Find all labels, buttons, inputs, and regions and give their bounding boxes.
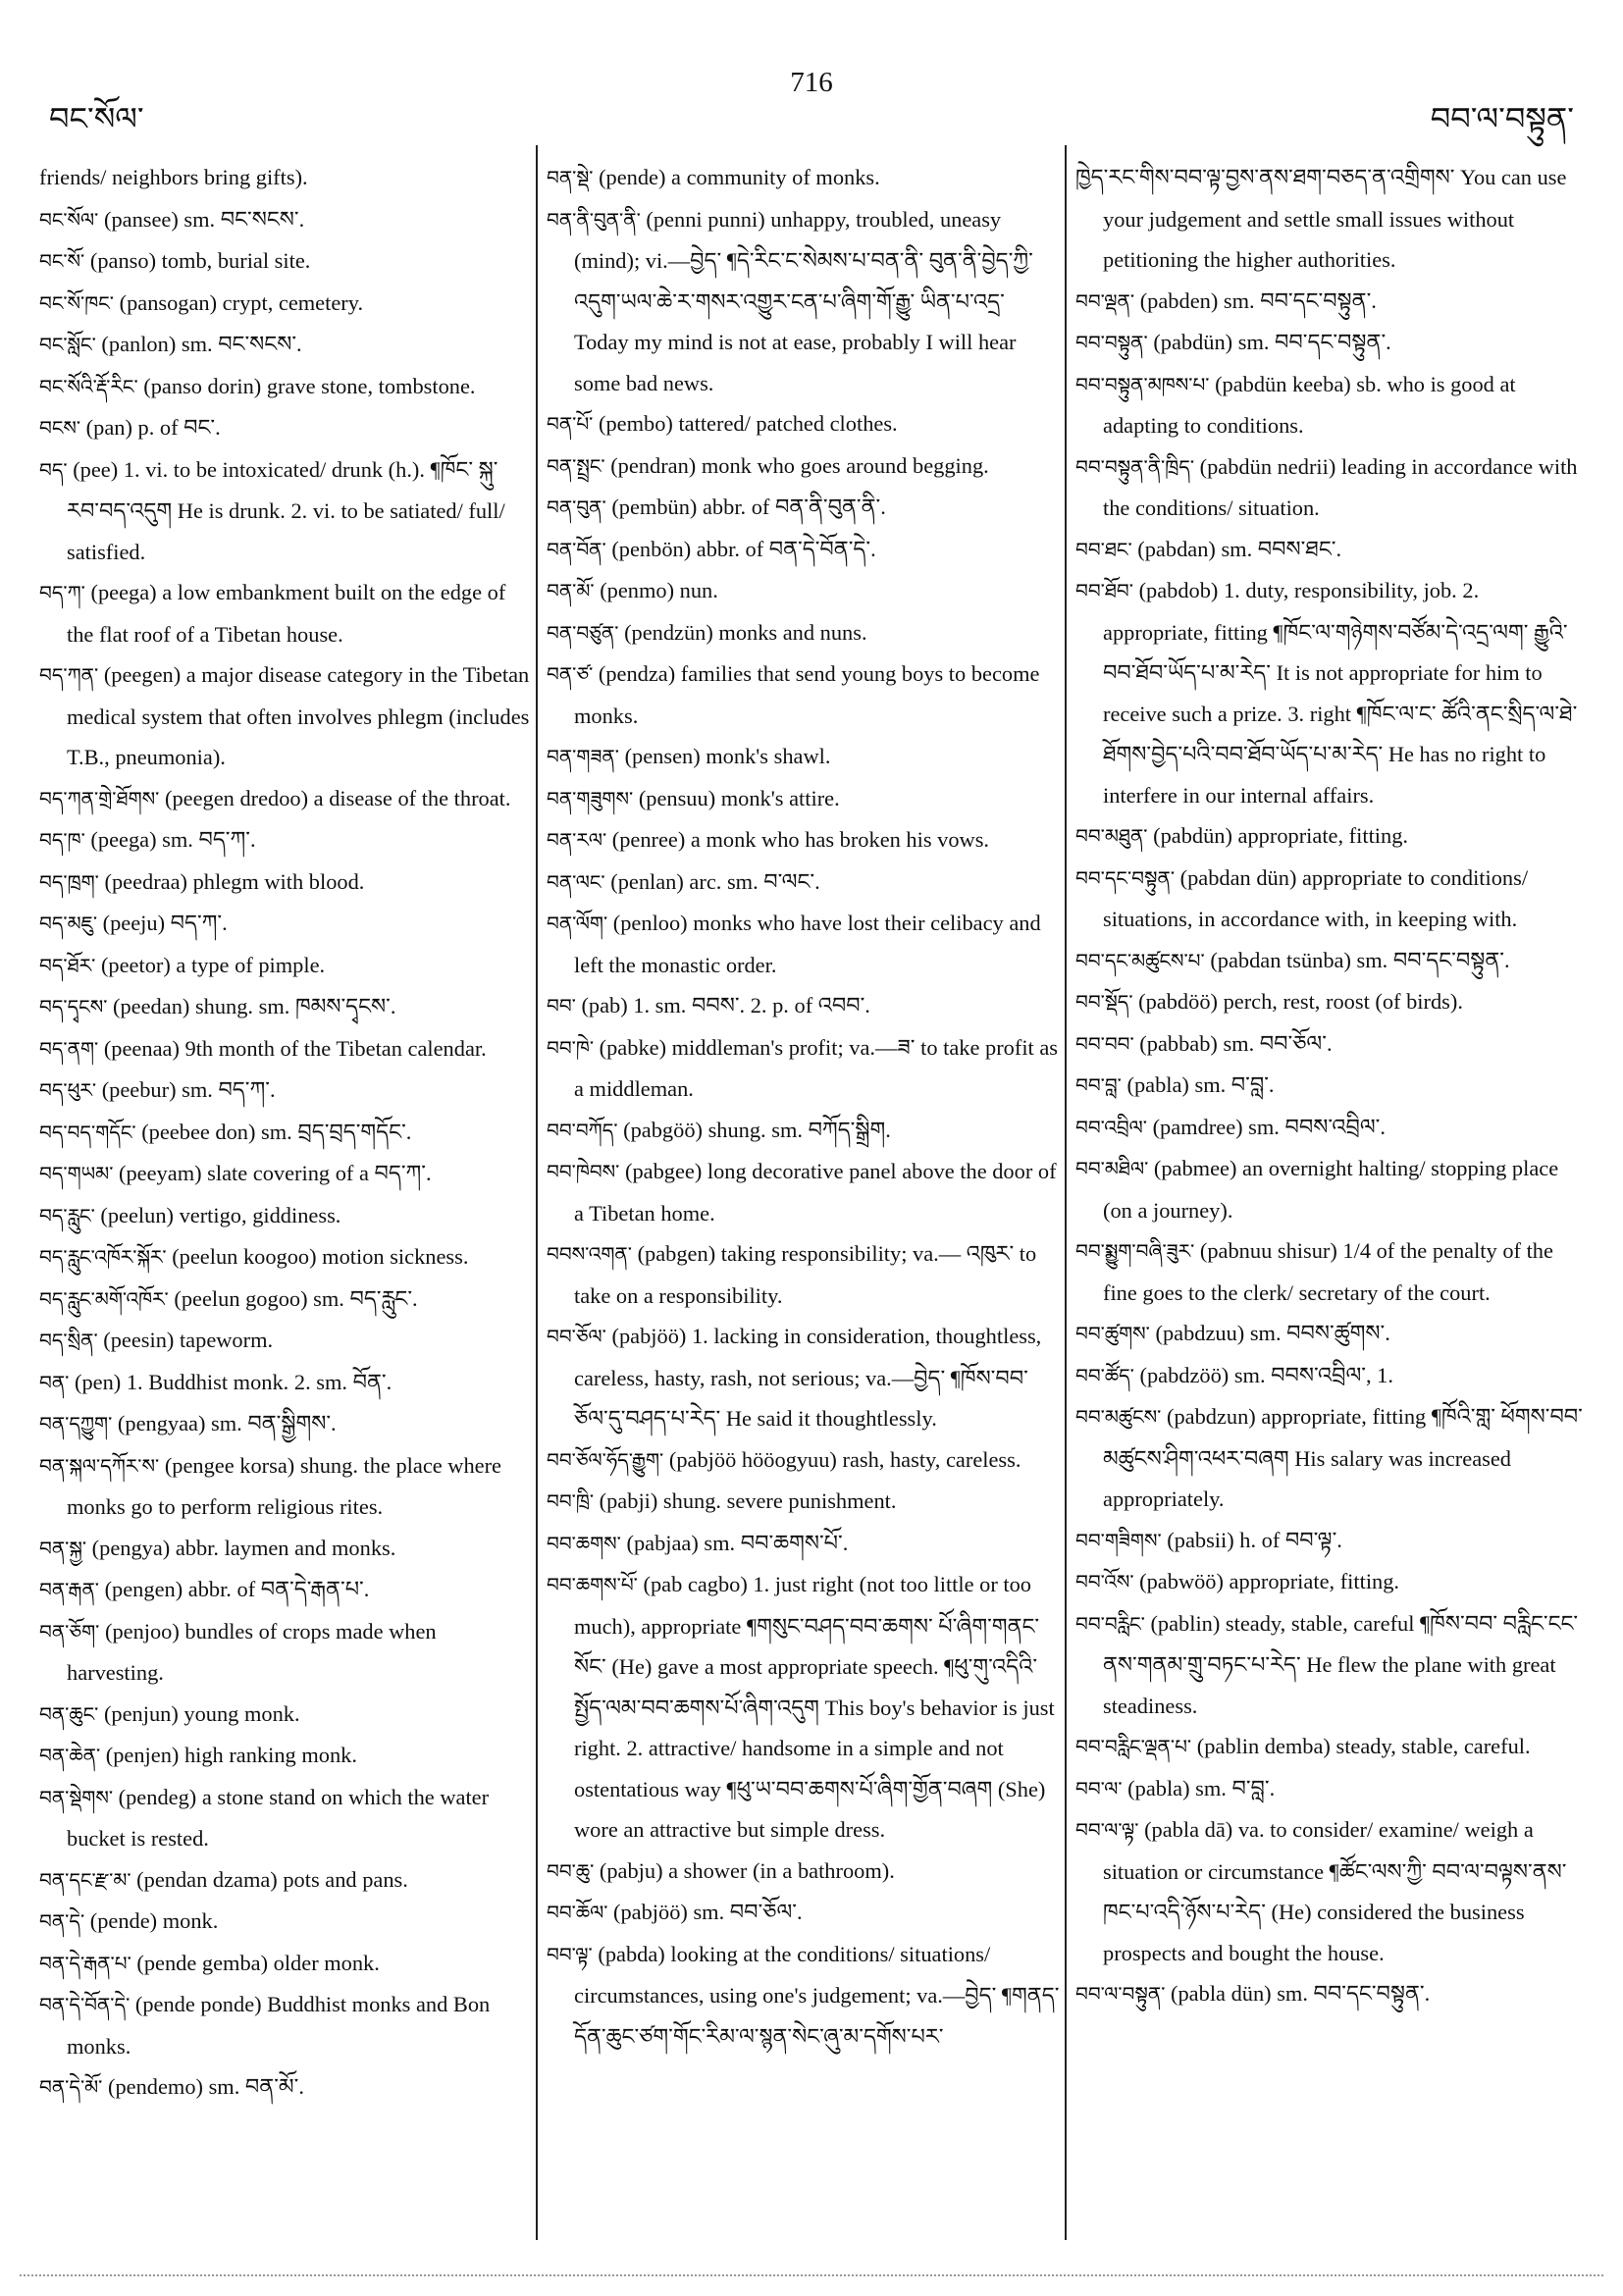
dictionary-entry (1075, 1148, 1586, 1230)
entry-definition: (pengen) abbr. of བན་དེ་རྒན་པ་. (104, 1577, 370, 1601)
dictionary-entry (1075, 1768, 1586, 1810)
entry-headword: བན་དཀྱུག་ (39, 1412, 113, 1435)
dictionary-entry (547, 1934, 1060, 2058)
left-guide-word: བང་སོལ་ (49, 100, 144, 137)
entry-definition: (panso dorin) grave stone, tombstone. (143, 373, 476, 398)
entry-headword: བད་དྭངས་ (39, 995, 108, 1018)
dictionary-entry (39, 407, 530, 449)
entry-definition: (pabke) middleman's profit; va.—ཟ་ to take profit as a middleman. (574, 1034, 1059, 1101)
dictionary-entry (1075, 570, 1586, 815)
entry-headword: བབ་ཚོད་ (1075, 1363, 1134, 1387)
entry-definition: (pan) p. of བང་. (85, 415, 221, 440)
entry-definition: (pende) monk. (89, 1908, 219, 1933)
entry-headword: བན་ལོག་ (547, 912, 608, 935)
entry-definition: (peebur) sm. བད་ཀ་. (101, 1077, 276, 1102)
entry-definition: (penloo) monks who have lost their celibacy and left the monastic order. (574, 911, 1041, 977)
entry-headword: བབ་ཆགས་པོ་ (547, 1573, 638, 1596)
bottom-scan-edge (20, 2274, 1603, 2276)
entry-headword: བབ་ལྟ་ (547, 1942, 593, 1966)
dictionary-entry (39, 903, 530, 945)
dictionary-entry (1075, 1065, 1586, 1107)
entry-definition: (pendemo) sm. བན་མོ་. (108, 2074, 304, 2099)
dictionary-entry (547, 1892, 1060, 1934)
entry-headword: བན་བུན་ (547, 496, 606, 519)
dictionary-entry (1075, 815, 1586, 858)
entry-headword: བབ་ཁེ་ (547, 1035, 595, 1060)
entry-headword: བན་བོན་ (547, 537, 606, 561)
entry-definition: (panso) tomb, burial site. (89, 248, 311, 273)
entry-headword: བན་དང་རྫ་མ་ (39, 1867, 131, 1892)
entry-headword: བབ་ཐང་ (1075, 537, 1132, 561)
entry-headword: བབ་ཁྲི་ (547, 1489, 595, 1513)
entry-headword: བད་རླུང་ (39, 1203, 95, 1227)
dictionary-entry (547, 445, 1060, 488)
dictionary-entry (39, 1153, 530, 1195)
entry-definition: (penree) a monk who has broken his vows. (611, 827, 990, 852)
dictionary-entry (39, 572, 530, 654)
entry-headword: བད་ཁ་ (39, 828, 85, 852)
dictionary-entry (547, 1233, 1060, 1316)
entry-headword: བང་སོའི་རྡོ་རིང་ (39, 374, 138, 398)
dictionary-entry (39, 157, 530, 199)
dictionary-entry (39, 1278, 530, 1321)
dictionary-entry (39, 1195, 530, 1237)
entry-headword: བབ་ཅོལ་ (547, 1325, 606, 1348)
dictionary-entry (39, 654, 530, 778)
dictionary-entry (39, 819, 530, 861)
entry-definition: (pengyaa) sm. བན་སྒྱིགས་. (117, 1411, 337, 1435)
dictionary-entry (39, 2066, 530, 2109)
entry-headword: བང་སློང་ (39, 333, 96, 356)
entry-definition: (peeju) བད་ཀ་. (102, 911, 228, 935)
entry-definition: (pabwöö) appropriate, fitting. (1139, 1569, 1400, 1593)
dictionary-entry (39, 1984, 530, 2066)
dictionary-entry (547, 487, 1060, 529)
page-header (0, 0, 1623, 147)
entry-headword: བབ་བརླིང་ (1075, 1611, 1145, 1636)
dictionary-entry (39, 1569, 530, 1611)
entry-headword: བན་ཆུང་ (39, 1701, 99, 1726)
entry-headword: བབ་མཚུངས་ (1075, 1405, 1162, 1429)
dictionary-entry (39, 324, 530, 366)
dictionary-entry (547, 612, 1060, 654)
entry-definition: (pabjöö hööogyuu) rash, hasty, careless. (668, 1446, 1021, 1472)
dictionary-entry (39, 1694, 530, 1736)
entry-headword: བབ་མཐིལ་ (1075, 1157, 1149, 1180)
entry-definition: (peeyam) slate covering of a བད་ཀ་. (119, 1161, 432, 1185)
entry-headword: བད་ཕུར་ (39, 1078, 97, 1102)
dictionary-entry (39, 1403, 530, 1445)
dictionary-entry (547, 736, 1060, 778)
dictionary-entry (1075, 1107, 1586, 1149)
entry-definition: (penlan) arc. sm. བ་ལང་. (610, 868, 820, 894)
entry-headword: བན་པོ་ (547, 412, 594, 436)
entry-definition: (pabden) sm. བབ་དང་བསྟུན་. (1139, 287, 1377, 313)
entry-headword: བབ་བརླིང་ལྡན་པ་ (1075, 1735, 1192, 1758)
dictionary-entry (39, 1112, 530, 1154)
entry-definition: (pabnuu shisur) 1/4 of the penalty of the fine goes to the clerk/ secretary of the court. (1103, 1238, 1553, 1305)
dictionary-entry (39, 283, 530, 325)
entry-headword: བད་མཇུ་ (39, 912, 98, 935)
entry-definition: (pablin) steady, stable, careful ¶ཁོས་བབ་ བརླིང་ངང་ནས་གནམ་གྲུ་བཏང་པ་རེད་ He flew the plane with great steadiness. (1103, 1610, 1579, 1718)
dictionary-entry (1075, 1561, 1586, 1603)
entry-definition: (pabbab) sm. བབ་ཅོལ་. (1139, 1030, 1333, 1056)
entry-definition: (pabjaa) sm. བབ་ཆགས་པོ་. (626, 1530, 849, 1555)
entry-headword: བབ་བསྟུན་ནི་ཁྲིད་ (1075, 454, 1195, 479)
entry-definition: (peelun) vertigo, giddiness. (100, 1202, 341, 1227)
entry-headword: བབ་ཆོལ་ (547, 1901, 608, 1924)
entry-headword: བབ་ཅོལ་ཧོད་རྒྱུག་ (547, 1447, 664, 1472)
entry-definition: (pensuu) monk's attire. (638, 785, 840, 810)
entry-headword: བད་ཀན་ (39, 663, 99, 687)
entry-headword: བབ་ཁེབས་ (547, 1160, 620, 1183)
dictionary-entry (1075, 1230, 1586, 1313)
dictionary-entry (547, 903, 1060, 985)
dictionary-entry (39, 1777, 530, 1859)
entry-definition: (pende ponde) Buddhist monks and Bon monks. (67, 1992, 491, 2059)
entry-headword: བང་སོལ་ (39, 207, 99, 232)
entry-headword: བབས་འགན་ (547, 1242, 632, 1266)
entry-definition: (pabgen) taking responsibility; va.— འཁུར་ to take on a responsibility. (574, 1241, 1037, 1308)
entry-definition: (peedraa) phlegm with blood. (104, 868, 365, 894)
entry-headword: བད་རླུང་འཁོར་སྐོར་ (39, 1245, 167, 1269)
dictionary-entry (39, 1859, 530, 1902)
dictionary-entry (547, 1523, 1060, 1565)
entry-headword: བབ་ལ་ལྟ་ (1075, 1818, 1139, 1842)
entry-definition: (pabdzun) appropriate, fitting ¶ཁོའི་གླ་ ཕོགས་བབ་མཚུངས་ཤིག་འཕར་བཞག His salary was increased appropriately. (1103, 1404, 1583, 1511)
entry-definition: (pabdan dün) appropriate to conditions/ situations, in accordance with, in keeping with. (1103, 864, 1529, 931)
entry-headword: བབ་བཀོད་ (547, 1118, 618, 1142)
dictionary-entry (39, 861, 530, 904)
entry-definition: (pabdün nedrii) leading in accordance with the conditions/ situation. (1103, 453, 1578, 520)
entry-definition: (pendza) families that send young boys to become monks. (574, 661, 1040, 728)
entry-headword: བབ་ཆུ་ (547, 1858, 595, 1883)
entry-headword: བན་སྡེ་ (547, 166, 594, 189)
entry-definition: (peelun gogoo) sm. བད་རླུང་. (174, 1285, 418, 1311)
entry-definition: (pabji) shung. severe punishment. (599, 1488, 897, 1513)
entry-definition: (pabla) sm. བ་བླ་. (1126, 1072, 1275, 1097)
column-divider (536, 145, 538, 2240)
entry-headword: བན་དེ་ (39, 1909, 85, 1933)
entry-definition: (pengee korsa) shung. the place where monks go to perform religious rites. (67, 1452, 501, 1519)
dictionary-entry (1075, 157, 1586, 281)
entry-headword: བད་ (39, 457, 68, 482)
entry-definition: (pembo) tattered/ patched clothes. (599, 411, 898, 436)
entry-headword: བན་མོ་ (547, 579, 595, 602)
entry-definition: (pabdün) sm. བབ་དང་བསྟུན་. (1153, 330, 1391, 354)
dictionary-entry (1075, 1726, 1586, 1768)
entry-definition: (peega) sm. བད་ཀ་. (90, 827, 256, 852)
dictionary-entry (39, 449, 530, 573)
entry-headword: བང་སོ་ (39, 249, 85, 273)
entry-headword: བད་ཀན་གྲེ་ཐོགས་ (39, 786, 160, 810)
dictionary-entry (39, 1943, 530, 1985)
dictionary-entry (547, 529, 1060, 571)
dictionary-entry (1075, 981, 1586, 1023)
entry-headword: བད་ཁྲག་ (39, 869, 99, 894)
entry-definition: (pabdan) sm. བབས་ཐང་. (1137, 536, 1342, 561)
entry-headword: བབ་མཐུན་ (1075, 824, 1148, 848)
dictionary-entry (1075, 1809, 1586, 1973)
dictionary-entry (1075, 364, 1586, 446)
entry-definition: (pab cagbo) 1. just right (not too little or too much), appropriate ¶གསུང་བཤད་བབ་ཆགས་ པོ་ཞིག་གནང་སོང་ (He) gave a most appropriate speech. ¶ཕུ་གུ་འདིའི་སྤྱོད་ལམ་བབ་ཆགས་པོ་ཞིག་འདུག This boy's behavior is just right. 2. attractive/ handsome in a simple and not ostentatious way ¶ཕུ་ཡ་བབ་ཆགས་པོ་ཞིག་གྱོན་བཞག (She) wore an attractive but simple dress. (574, 1572, 1055, 1842)
entry-definition: (pende) a community of monks. (599, 165, 880, 189)
dictionary-entry (39, 1362, 530, 1404)
dictionary-entry (547, 1151, 1060, 1233)
entry-definition: (pabdün keeba) sb. who is good at adapting to conditions. (1103, 371, 1516, 438)
entry-definition: (pendzün) monks and nuns. (624, 619, 867, 645)
column-left (39, 157, 530, 2109)
page-number: 716 (790, 67, 833, 98)
entry-definition: (pendran) monk who goes around begging. (610, 452, 989, 478)
dictionary-entry (39, 1236, 530, 1278)
dictionary-entry (39, 778, 530, 820)
entry-definition: (pabla dā) va. to consider/ examine/ weigh a situation or circumstance ¶ཚོང་ལས་ཀྱི་ བབ་ལ་བལྟས་ནས་ཁང་པ་འདི་ཉོས་པ་རེད་ (He) considered the business prospects and bought the house. (1103, 1817, 1567, 1965)
dictionary-entry (547, 1027, 1060, 1110)
entry-headword: བན་སྐལ་དཀོར་ས་ (39, 1453, 160, 1478)
entry-headword: བན་རལ་ (547, 828, 607, 852)
entry-definition: (pabjöö) sm. བབ་ཅོལ་. (613, 1900, 803, 1924)
dictionary-entry (39, 199, 530, 241)
entry-definition: (pende gemba) older monk. (136, 1950, 380, 1975)
entry-definition: (pabdob) 1. duty, responsibility, job. 2. appropriate, fitting ¶ཁོང་ལ་གཉེགས་བཙོམ་དེ་འདྲ་ལག་ རྒྱུའི་བབ་ཐོབ་ཡོད་པ་མ་རེད་ It is not appropriate for him to receive such a prize. 3. right ¶ཁོང་ལ་ང་ ཚོའི་ནང་སྲིད་ལ་ཐེ་ཐོགས་བྱེད་པའི་བབ་ཐོབ་ཡོད་པ་མ་རེད་ He has no right to interfere in our internal affairs. (1103, 578, 1578, 808)
entry-definition: (pansogan) crypt, cemetery. (119, 289, 364, 315)
dictionary-entry (1075, 281, 1586, 323)
entry-definition: (pabdzuu) sm. བབས་ཚུགས་. (1155, 1321, 1390, 1345)
entry-definition: (pabdan tsünba) sm. བབ་དང་བསྟུན་. (1210, 947, 1510, 972)
dictionary-entry (547, 1439, 1060, 1482)
entry-headword: བན་ཅོག་ (39, 1619, 100, 1644)
entry-definition: (peegen dredoo) a disease of the throat. (164, 785, 511, 810)
entry-definition: (pabgöö) shung. sm. བཀོད་སྒྲིག. (623, 1117, 891, 1142)
dictionary-entry (39, 1320, 530, 1362)
column-divider (1065, 145, 1067, 2240)
entry-headword: བན་ཙ་ (547, 662, 594, 686)
entry-headword: བན་སྡེགས་ (39, 1785, 114, 1809)
entry-definition: (pee) 1. vi. to be intoxicated/ drunk (h.). ¶ཁོང་ སྐུ་རབ་བད་འདུག He is drunk. 2. vi. to be satiated/ full/ satisfied. (67, 456, 505, 564)
dictionary-entry (1075, 1313, 1586, 1355)
entry-definition: (peetor) a type of pimple. (100, 952, 326, 977)
dictionary-entry (547, 570, 1060, 612)
dictionary-entry (547, 1851, 1060, 1893)
entry-headword: བད་རླུང་མགོ་འཁོར་ (39, 1286, 169, 1311)
entry-definition: (panlon) sm. བང་སངས་. (101, 332, 302, 356)
dictionary-entry (1075, 1603, 1586, 1727)
column-middle (547, 157, 1060, 2057)
entry-headword: བབ་བསྟུན་མཁས་པ་ (1075, 372, 1210, 396)
dictionary-entry (547, 199, 1060, 404)
entry-definition: (pabdzöö) sm. བབས་འབྲིལ་, 1. (1139, 1362, 1393, 1387)
dictionary-entry (39, 1070, 530, 1112)
dictionary-entry (1075, 1396, 1586, 1520)
entry-definition: (peesin) tapeworm. (103, 1328, 274, 1352)
entry-definition: (penjun) young monk. (103, 1700, 300, 1726)
entry-definition: (peebee don) sm. བྲད་བྲད་གདོང་. (141, 1119, 412, 1144)
dictionary-entry (547, 1110, 1060, 1152)
entry-headword: བན་གཟན་ (547, 745, 619, 768)
entry-definition: (pendan dzama) pots and pans. (136, 1866, 408, 1892)
dictionary-entry (1075, 529, 1586, 571)
entry-headword: བན་ལང་ (547, 869, 605, 894)
entry-headword: བད་ཐོར་ (39, 953, 96, 977)
entry-definition: (peenaa) 9th month of the Tibetan calendar. (103, 1035, 487, 1061)
entry-definition: (penmo) nun. (600, 578, 718, 602)
entry-definition: (pablin demba) steady, stable, careful. (1196, 1734, 1531, 1758)
dictionary-entry (39, 945, 530, 987)
dictionary-entry (547, 819, 1060, 861)
entry-definition: (pabju) a shower (in a bathroom). (599, 1857, 895, 1883)
entry-definition: (pensen) monk's shawl. (624, 744, 831, 768)
entry-headword: བན་དེ་མོ་ (39, 2075, 103, 2099)
entry-definition: (pen) 1. Buddhist monk. 2. sm. བོན་. (74, 1369, 393, 1394)
dictionary-entry (39, 240, 530, 283)
entry-headword: བབ་ཐོབ་ (1075, 579, 1133, 602)
dictionary-entry (1075, 940, 1586, 982)
entry-headword: བན་དེ་བོན་དེ་ (39, 1993, 131, 2016)
dictionary-entry (547, 985, 1060, 1027)
entry-headword: བན་སྐྱ་ (39, 1536, 87, 1560)
entry-headword: བངས་ (39, 416, 81, 440)
entry-headword: བབ་དང་མཚུངས་པ་ (1075, 948, 1205, 972)
entry-definition: (pabsii) h. of བབ་ལྟ་. (1167, 1527, 1342, 1552)
dictionary-entry (547, 157, 1060, 199)
dictionary-entry (1075, 1973, 1586, 2015)
entry-definition: (peegen) a major disease category in the Tibetan medical system that often involves phlegm (includes T.B., pneumonia). (67, 662, 530, 769)
entry-headword: བན་དེ་རྒན་པ་ (39, 1951, 131, 1975)
dictionary-entry (1075, 446, 1586, 529)
dictionary-entry (547, 653, 1060, 736)
entry-headword: བན་སྤྲང་ (547, 453, 605, 478)
entry-headword: བད་བད་གདོང་ (39, 1120, 136, 1144)
entry-headword: བན་ (39, 1370, 70, 1394)
dictionary-entry (547, 861, 1060, 904)
entry-headword: བབ་བསྟུན་ (1075, 331, 1148, 354)
dictionary-entry (39, 1735, 530, 1777)
dictionary-entry (39, 986, 530, 1028)
entry-headword: བན་ནི་བུན་ནི་ (547, 207, 641, 232)
column-right (1075, 157, 1586, 2015)
dictionary-entry (39, 1611, 530, 1694)
dictionary-entry (547, 1316, 1060, 1439)
dictionary-entry (39, 1028, 530, 1070)
entry-headword: བབ་འབྲིལ་ (1075, 1115, 1147, 1139)
entry-headword: བབ་གཟིགས་ (1075, 1528, 1162, 1552)
entry-headword: བན་རྒན་ (39, 1578, 99, 1601)
dictionary-entry (39, 1901, 530, 1943)
dictionary-entry (1075, 1355, 1586, 1397)
entry-definition: (peedan) shung. sm. ཁམས་དྭངས་. (113, 994, 396, 1018)
entry-definition: (peega) a low embankment built on the edge of the flat roof of a Tibetan house. (67, 580, 506, 647)
dictionary-entry (1075, 858, 1586, 940)
entry-headword: བབ་ལ་བསྟུན་ (1075, 1982, 1166, 2006)
entry-definition: (pabdün) appropriate, fitting. (1153, 823, 1409, 848)
entry-headword: བབ་ལ་ (1075, 1776, 1123, 1800)
dictionary-entry (39, 1528, 530, 1570)
entry-headword: བབ་ཆགས་ (547, 1531, 621, 1555)
entry-definition: ཁྱེད་རང་གིས་བབ་ལྟ་བྱས་ནས་ཐག་བཅད་ན་འགྲིགས་ You can use your judgement and settle small issues without petitioning the higher authorities. (1075, 165, 1567, 272)
entry-definition: (pabla) sm. བ་བླ་. (1127, 1775, 1276, 1800)
entry-headword: བབ་ལྡན་ (1075, 288, 1135, 313)
entry-definition: (pabgee) long decorative panel above the door of a Tibetan home. (574, 1159, 1057, 1226)
entry-definition: friends/ neighbors bring gifts). (39, 165, 308, 189)
entry-definition: (pengya) abbr. laymen and monks. (91, 1535, 396, 1560)
entry-definition: (pabdöö) perch, rest, roost (of birds). (1138, 989, 1463, 1014)
entry-definition: (penjoo) bundles of crops made when harvesting. (67, 1618, 437, 1685)
entry-definition: (pabmee) an overnight halting/ stopping place (on a journey). (1103, 1156, 1559, 1223)
entry-headword: བབ་འོས་ (1075, 1570, 1134, 1593)
entry-headword: བན་གཟུགས་ (547, 786, 634, 810)
entry-definition: (pab) 1. sm. བབས་. 2. p. of འབབ་. (581, 993, 870, 1018)
entry-headword: བབ་དང་བསྟུན་ (1075, 865, 1176, 890)
entry-headword: བང་སོ་ཁང་ (39, 290, 114, 315)
entry-headword: བད་ནག་ (39, 1036, 99, 1061)
entry-headword: བད་སྲིན་ (39, 1329, 98, 1352)
entry-definition: (penbön) abbr. of བན་དེ་བོན་དེ་. (611, 536, 876, 561)
dictionary-entry (1075, 1023, 1586, 1066)
right-guide-word: བབ་ལ་བསྟུན་ (1430, 100, 1574, 137)
entry-definition: (pembün) abbr. of བན་ནི་བུན་ནི་. (611, 495, 886, 519)
entry-headword: བབ་སྡོད་ (1075, 990, 1133, 1014)
entry-headword: བན་བཙུན་ (547, 620, 619, 645)
entry-headword: བད་གཡམ་ (39, 1162, 114, 1185)
entry-definition: (pansee) sm. བང་སངས་. (104, 206, 305, 232)
dictionary-entry (547, 1481, 1060, 1523)
dictionary-entry (1075, 1520, 1586, 1562)
dictionary-entry (39, 366, 530, 408)
entry-definition: (pamdree) sm. བབས་འབྲིལ་. (1152, 1114, 1386, 1139)
entry-definition: (penni punni) unhappy, troubled, uneasy (mind); vi.—བྱེད་ ¶དེ་རིང་ང་སེམས་པ་བན་ནི་ བུན་ནི་བྱེད་ཀྱི་འདུག་ཡལ་ཆེ་ར་གསར་འགྱུར་ངན་པ་ཞིག་གོ་རྒྱུ་ ཡིན་པ་འདྲ་ Today my mind is not at ease, probably I will hear some bad news. (574, 206, 1033, 395)
dictionary-entry (547, 1564, 1060, 1851)
entry-definition: (pabjöö) 1. lacking in consideration, thoughtless, careless, hasty, rash, not serious; va.—བྱེད་ ¶ཁོས་བབ་ཅོལ་དུ་བཤད་པ་རེད་ He said it thoughtlessly. (574, 1324, 1042, 1431)
dictionary-entry (1075, 322, 1586, 364)
entry-headword: བབ་སྨྱུག་བཞི་ཟུར་ (1075, 1239, 1195, 1263)
entry-headword: བབ་ (547, 994, 576, 1018)
entry-definition: (pendeg) a stone stand on which the water bucket is rested. (67, 1784, 490, 1851)
entry-headword: བད་ཀ་ (39, 581, 85, 604)
entry-definition: (pabda) looking at the conditions/ situations/ circumstances, using one's judgement; va.—བྱེད་ ¶གནད་དོན་ཆུང་ཙག་གོང་རིམ་ལ་སྙན་སེང་ཞུ་མ་དགོས་པར་ (574, 1941, 1060, 2049)
entry-headword: བབ་བླ་ (1075, 1073, 1122, 1097)
entry-definition: (peelun koogoo) motion sickness. (172, 1244, 469, 1269)
dictionary-entry (547, 403, 1060, 445)
entry-headword: བབ་ཚུགས་ (1075, 1322, 1150, 1345)
entry-definition: (penjen) high ranking monk. (105, 1743, 357, 1767)
dictionary-entry (547, 778, 1060, 820)
entry-headword: བན་ཆེན་ (39, 1744, 101, 1767)
entry-definition: (pabla dün) sm. བབ་དང་བསྟུན་. (1171, 1981, 1431, 2006)
dictionary-entry (39, 1445, 530, 1528)
entry-headword: བབ་བབ་ (1075, 1031, 1134, 1056)
